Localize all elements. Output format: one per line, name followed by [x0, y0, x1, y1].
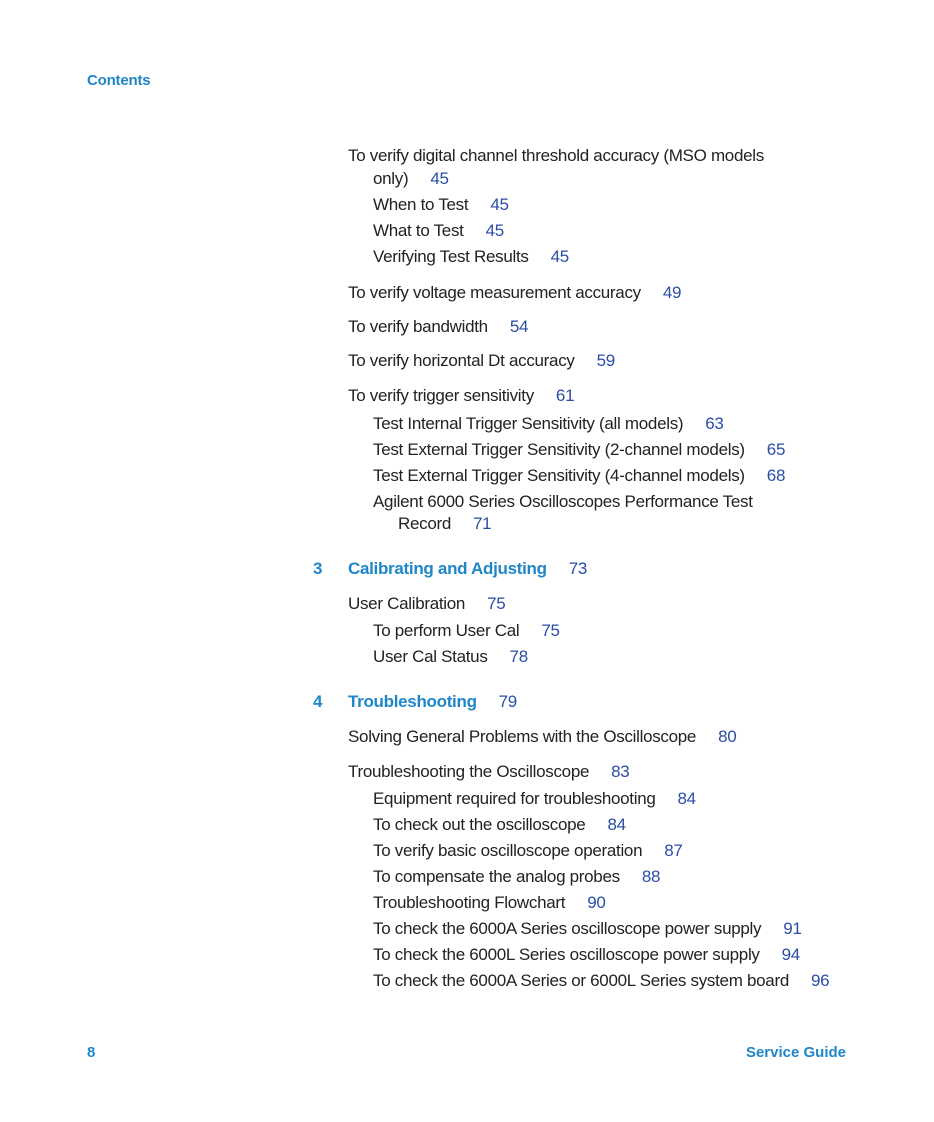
toc-chapter[interactable] — [348, 692, 517, 712]
toc-entry[interactable] — [373, 893, 606, 913]
toc-entry[interactable] — [373, 466, 785, 486]
running-header: Contents — [87, 72, 151, 89]
toc-entry-page: 65 — [766, 440, 786, 459]
toc-entry[interactable] — [373, 621, 560, 641]
toc-entry-page: 79 — [498, 692, 517, 711]
toc-entry-page: 71 — [473, 514, 492, 533]
toc-entry[interactable] — [373, 440, 785, 460]
toc-chapter-title: Troubleshooting — [348, 692, 477, 711]
toc-entry-title: Test External Trigger Sensitivity (4-channel models) — [373, 466, 745, 485]
toc-entry[interactable] — [348, 317, 528, 337]
toc-entry-title: Equipment required for troubleshooting — [373, 789, 656, 808]
toc-entry-page: 84 — [677, 789, 696, 808]
toc-entry-title: To verify basic oscilloscope operation — [373, 841, 643, 860]
toc-entry-title: To verify bandwidth — [348, 317, 488, 336]
toc-entry-title: When to Test — [373, 195, 469, 214]
toc-entry-title: Test Internal Trigger Sensitivity (all models) — [373, 414, 684, 433]
toc-entry[interactable] — [348, 594, 505, 614]
toc-entry-page: 59 — [596, 351, 615, 370]
toc-entry[interactable] — [373, 647, 528, 667]
toc-entry-page: 87 — [664, 841, 683, 860]
toc-entry-page: 80 — [718, 727, 737, 746]
toc-entry-page: 88 — [641, 867, 661, 886]
toc-entry-title: To verify trigger sensitivity — [348, 386, 534, 405]
toc-entry[interactable] — [348, 146, 764, 166]
toc-chapter-title: Calibrating and Adjusting — [348, 559, 547, 578]
page-number: 8 — [87, 1044, 96, 1061]
toc-entry-title: Verifying Test Results — [373, 247, 529, 266]
toc-entry[interactable] — [348, 351, 615, 371]
toc-entry[interactable] — [373, 841, 683, 861]
toc-entry-title: Test External Trigger Sensitivity (2-channel models) — [373, 440, 745, 459]
toc-entry-page: 68 — [766, 466, 786, 485]
toc-entry-title: To verify voltage measurement accuracy — [348, 283, 641, 302]
toc-entry-page: 63 — [705, 414, 724, 433]
toc-entry-page: 91 — [783, 919, 802, 938]
toc-entry-page: 78 — [509, 647, 528, 666]
toc-entry-title: To compensate the analog probes — [373, 867, 620, 886]
toc-entry[interactable] — [373, 815, 626, 835]
toc-entry-page: 45 — [485, 221, 504, 240]
toc-entry-page: 49 — [662, 283, 682, 302]
toc-entry[interactable] — [373, 919, 802, 939]
toc-entry-page: 54 — [509, 317, 529, 336]
toc-entry-title: User Cal Status — [373, 647, 488, 666]
toc-entry[interactable] — [373, 195, 509, 215]
toc-entry[interactable] — [373, 867, 660, 887]
toc-entry-title: What to Test — [373, 221, 464, 240]
toc-entry[interactable] — [373, 247, 569, 267]
toc-entry-page: 96 — [810, 971, 830, 990]
running-footer-title: Service Guide — [745, 1044, 846, 1061]
toc-entry-page: 75 — [541, 621, 560, 640]
toc-entry-title: Agilent 6000 Series Oscilloscopes Performance Test — [373, 492, 753, 511]
toc-entry-title: To verify digital channel threshold accuracy (MSO models — [348, 146, 764, 165]
toc-entry-page: 84 — [607, 815, 626, 834]
toc-entry[interactable] — [398, 514, 491, 534]
toc-entry-title: To perform User Cal — [373, 621, 520, 640]
toc-entry-page: 75 — [487, 594, 506, 613]
toc-entry-page: 61 — [555, 386, 575, 405]
toc-entry[interactable] — [348, 283, 681, 303]
toc-entry[interactable] — [348, 386, 574, 406]
toc-entry-title: only) — [373, 169, 409, 188]
toc-entry[interactable] — [373, 414, 724, 434]
toc-entry[interactable] — [373, 971, 829, 991]
toc-entry-title: Troubleshooting the Oscilloscope — [348, 762, 590, 781]
toc-entry-title: To check the 6000A Series or 6000L Series system board — [373, 971, 789, 990]
toc-entry[interactable] — [373, 492, 753, 512]
toc-entry-title: To check the 6000A Series oscilloscope power supply — [373, 919, 762, 938]
toc-entry[interactable] — [373, 221, 504, 241]
toc-entry-title: Troubleshooting Flowchart — [373, 893, 566, 912]
toc-entry-page: 45 — [550, 247, 569, 266]
toc-entry-title: User Calibration — [348, 594, 466, 613]
toc-entry-title: To check out the oscilloscope — [373, 815, 586, 834]
toc-entry-page: 83 — [611, 762, 630, 781]
toc-entry-title: To check the 6000L Series oscilloscope power supply — [373, 945, 760, 964]
toc-entry-page: 73 — [568, 559, 588, 578]
toc-entry[interactable] — [348, 762, 629, 782]
toc-entry-page: 45 — [490, 195, 509, 214]
toc-entry-page: 45 — [430, 169, 449, 188]
toc-entry-title: Record — [398, 514, 452, 533]
chapter-number: 4 — [313, 692, 323, 711]
toc-entry[interactable] — [373, 789, 696, 809]
toc-entry[interactable] — [373, 945, 800, 965]
toc-entry-page: 90 — [587, 893, 606, 912]
toc-entry-page: 94 — [781, 945, 800, 964]
toc-entry-title: To verify horizontal Dt accuracy — [348, 351, 575, 370]
toc-entry[interactable] — [373, 169, 449, 189]
toc-entry[interactable] — [348, 727, 736, 747]
toc-chapter[interactable] — [348, 559, 587, 579]
toc-entry-title: Solving General Problems with the Oscilloscope — [348, 727, 697, 746]
chapter-number: 3 — [313, 559, 323, 578]
